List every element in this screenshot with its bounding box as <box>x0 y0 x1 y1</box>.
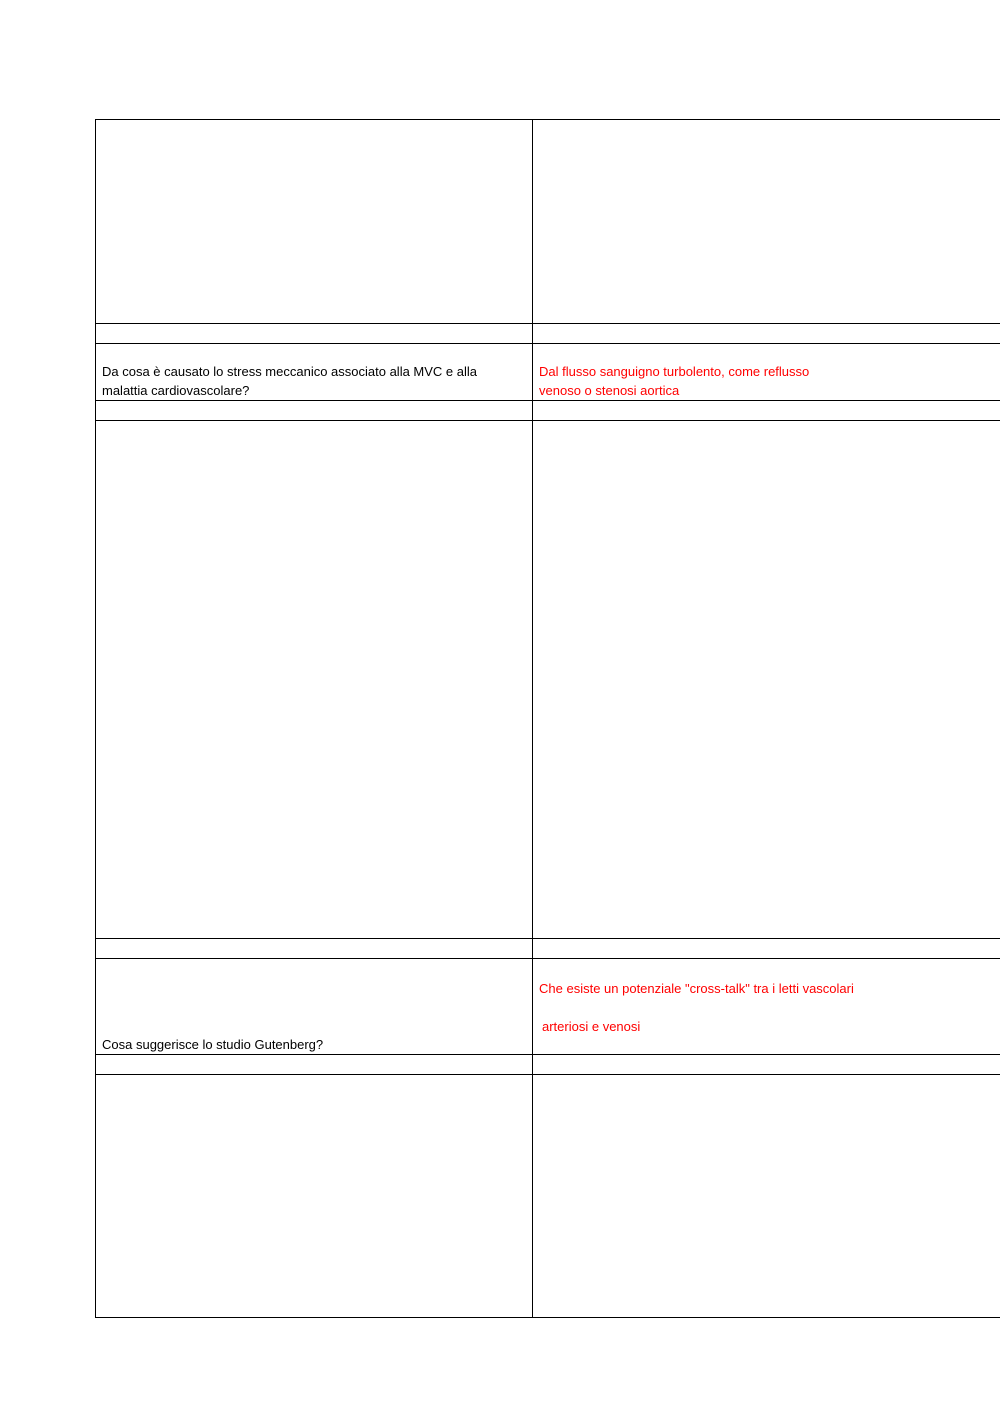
empty-cell <box>96 1075 533 1318</box>
answer-1-line-2: venoso o stenosi aortica <box>539 383 680 398</box>
empty-row-middle <box>96 421 1000 939</box>
answer-cell-1 <box>533 344 1000 401</box>
line-gap <box>539 998 994 1017</box>
empty-cell <box>96 324 533 344</box>
empty-cell <box>533 939 1000 959</box>
empty-cell <box>533 421 1000 939</box>
empty-cell <box>533 401 1000 421</box>
empty-cell <box>96 120 533 324</box>
empty-row-bottom <box>96 1075 1000 1318</box>
empty-row-top <box>96 120 1000 324</box>
question-1-line-1: Da cosa è causato lo stress meccanico associato alla MVC e alla <box>102 364 478 379</box>
flashcard-sheet <box>95 119 1000 1318</box>
answer-2-line-1: Che esiste un potenziale "cross-talk" tra i letti vascolari <box>539 981 854 996</box>
empty-cell <box>96 939 533 959</box>
question-1-line-2: malattia cardiovascolare? <box>102 383 250 398</box>
empty-cell <box>96 421 533 939</box>
empty-cell <box>533 1055 1000 1075</box>
empty-cell <box>96 401 533 421</box>
spacer-row <box>96 324 1000 344</box>
empty-cell <box>533 120 1000 324</box>
empty-cell <box>533 324 1000 344</box>
card-row-1 <box>96 344 1000 401</box>
spacer-row <box>96 401 1000 421</box>
question-2-line-1: Cosa suggerisce lo studio Gutenberg? <box>102 1037 324 1052</box>
card-row-2 <box>96 959 1000 1055</box>
spacer-row <box>96 939 1000 959</box>
question-cell-2 <box>96 959 533 1055</box>
answer-cell-2 <box>533 959 1000 1055</box>
answer-2-line-2: arteriosi e venosi <box>542 1019 641 1034</box>
spacer-row <box>96 1055 1000 1075</box>
empty-cell <box>533 1075 1000 1318</box>
answer-1-line-1: Dal flusso sanguigno turbolento, come reflusso <box>539 364 810 379</box>
empty-cell <box>96 1055 533 1075</box>
question-cell-1 <box>96 344 533 401</box>
